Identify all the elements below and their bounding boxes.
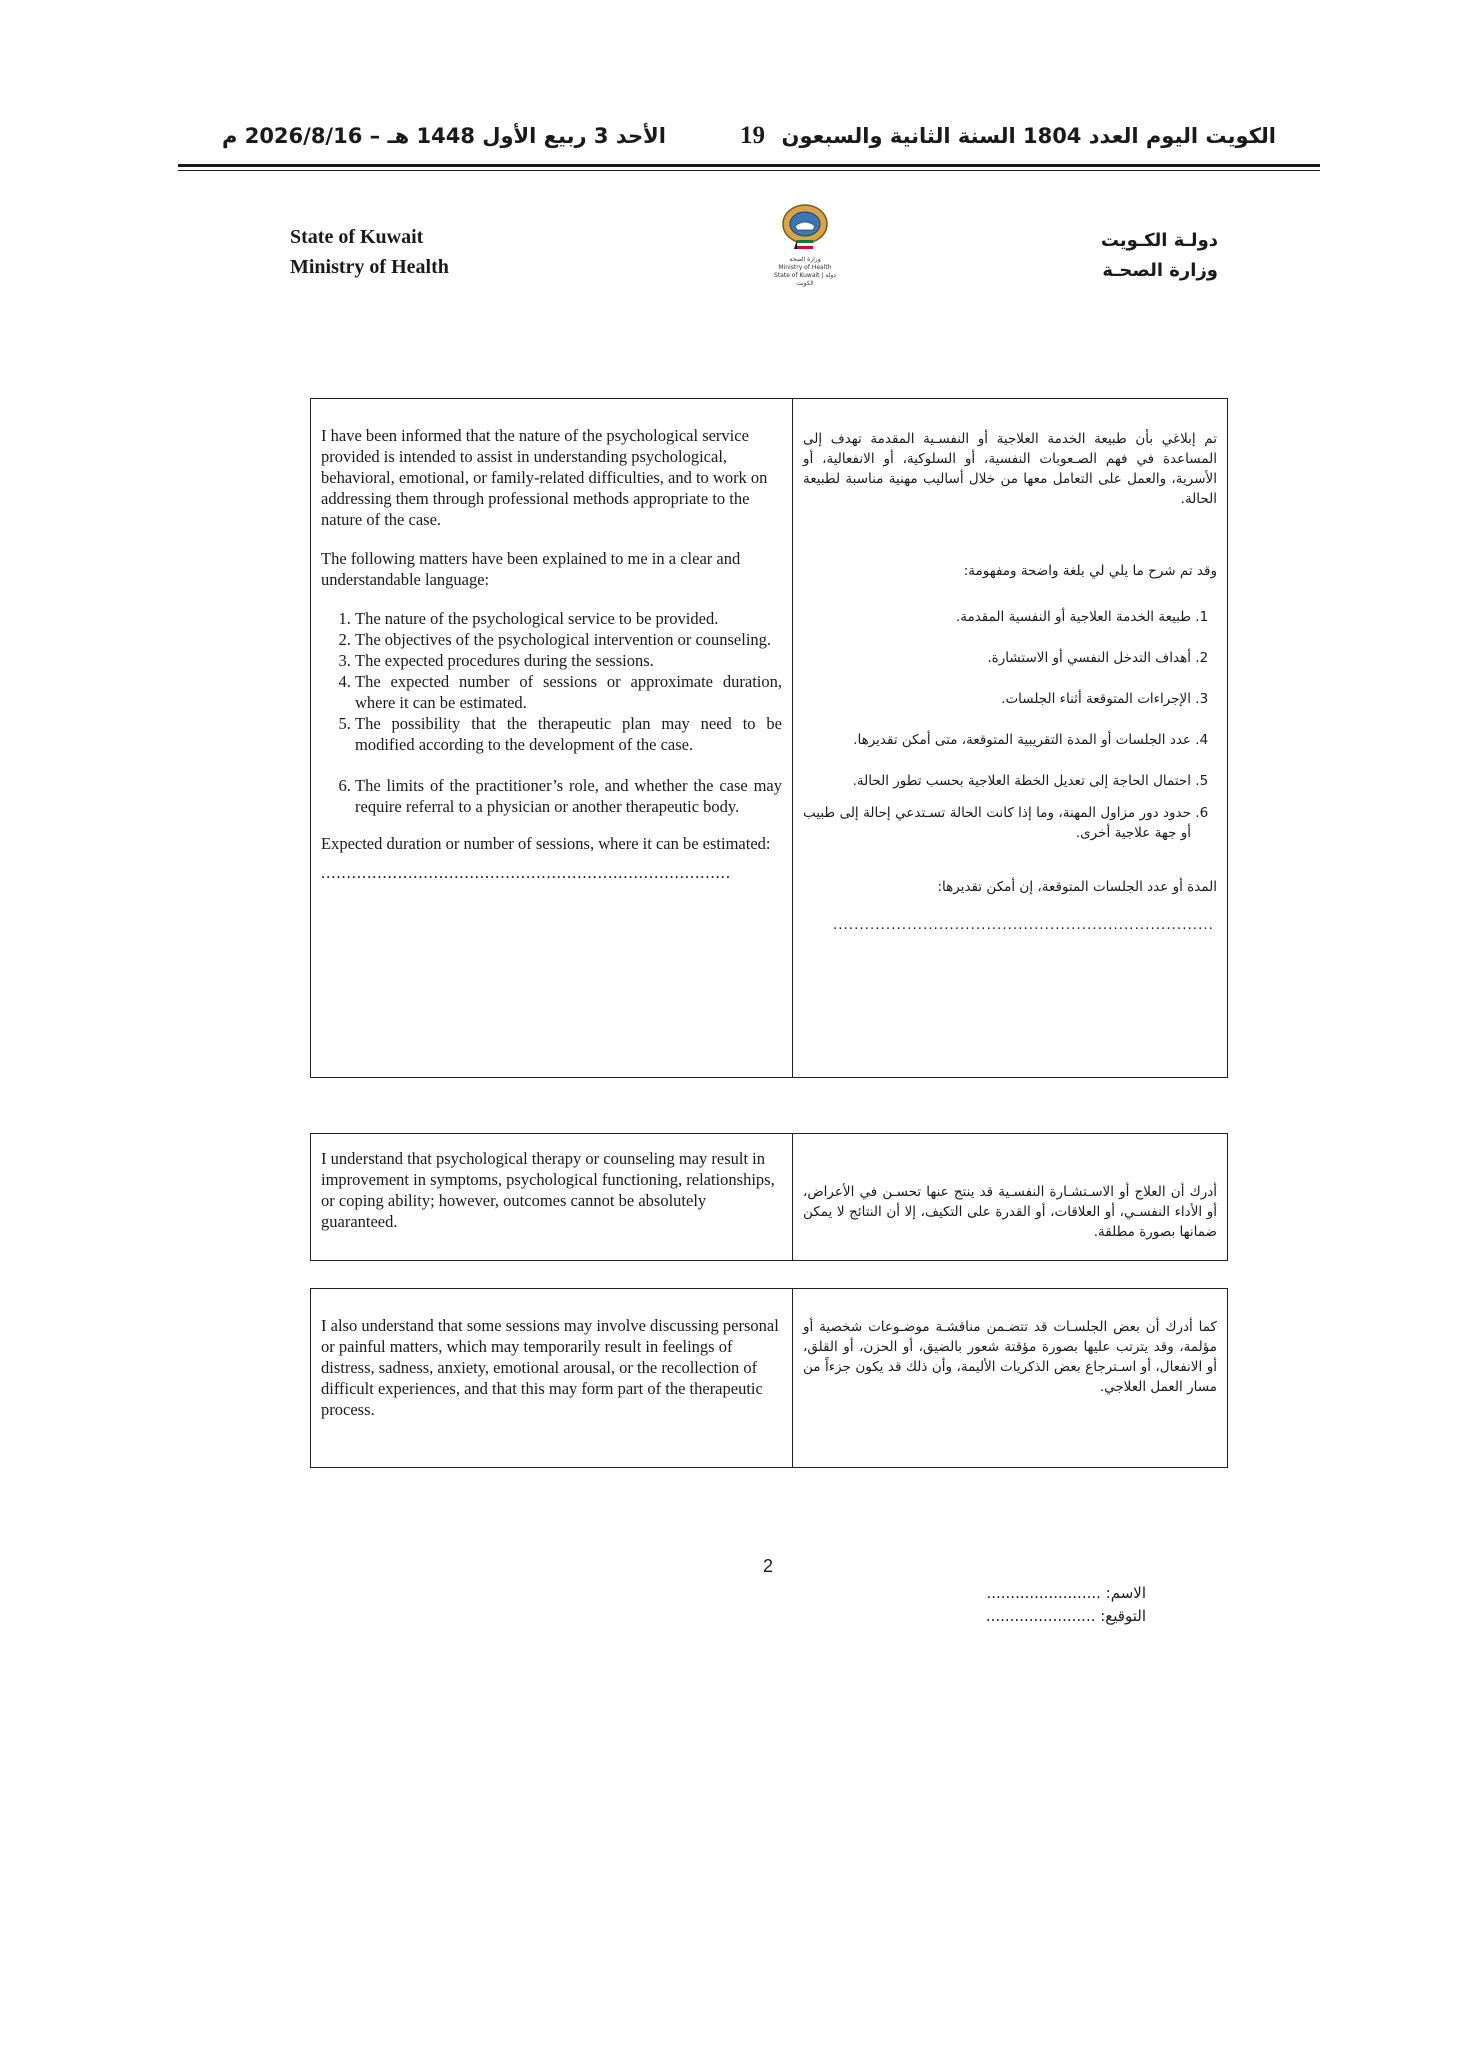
explained-text-ar: وقد تم شرح ما يلي لي بلغة واضحة ومفهومة:: [963, 563, 1217, 579]
duration-label-ar: المدة أو عدد الجلسات المتوقعة، إن أمكن تقديرها:: [937, 879, 1217, 895]
matters-list-en: [321, 608, 782, 817]
list-item: 4. عدد الجلسات أو المدة التقريبية المتوقعة، متى أمكن تقديرها.: [803, 730, 1191, 750]
letterhead-arabic: [1101, 226, 1218, 286]
emblem-caption-state: State of Kuwait | دولة الكويت: [774, 272, 836, 287]
page-number: 2: [763, 1556, 774, 1576]
consent-box-service-nature: [310, 398, 1228, 1078]
emblem-icon: [777, 200, 833, 256]
ministry-name-en: Ministry of Health: [290, 256, 449, 278]
intro-text-ar: تم إبلاغي بأن طبيعة الخدمة العلاجية أو النفسـية المقدمة تهدف إلى المساعدة في فهم الصـعوبات النفسية، أو السلوكية، أو الانفعالية، أو الأسرية، والعمل على التعامل معها من خلال أساليب مهنية مناسبة لطبيعة الحالة.: [803, 431, 1217, 507]
gazette-page-number: 19: [740, 122, 765, 149]
explained-text-en: The following matters have been explained to me in a clear and understandable language:: [321, 549, 741, 589]
emblem-caption-en: Ministry of Health: [778, 264, 832, 271]
state-name-en: State of Kuwait: [290, 226, 424, 248]
duration-label-en: Expected duration or number of sessions, where it can be estimated:: [321, 834, 771, 853]
signature-field[interactable]: التوقيع: .......................: [985, 1607, 1146, 1625]
signature-block: [986, 1582, 1146, 1628]
list-item: 3. الإجراءات المتوقعة أثناء الجلسات.: [803, 689, 1191, 709]
letterhead-english: [290, 222, 449, 282]
list-item: 3. The expected procedures during the sessions.: [355, 650, 782, 671]
emblem-caption-ar: وزارة الصحة: [789, 256, 821, 263]
header-rule: [178, 164, 1320, 167]
list-item: 5. احتمال الحاجة إلى تعديل الخطة العلاجية بحسب تطور الحالة.: [803, 771, 1191, 791]
list-item: 4. The expected number of sessions or approximate duration, where it can be estimated.: [355, 671, 782, 713]
list-item: 6. The limits of the practitioner’s role, and whether the case may require referral to a physician or another therapeutic body.: [355, 775, 782, 817]
name-field[interactable]: الاسم: ........................: [986, 1584, 1146, 1602]
list-item: 1. The nature of the psychological service to be provided.: [355, 608, 782, 629]
list-item: 2. The objectives of the psychological intervention or counseling.: [355, 629, 782, 650]
painful-matters-text-en: I also understand that some sessions may involve discussing personal or painful matters, which may temporarily result in feelings of distress, sadness, anxiety, emotional arousal, or the recollection of difficult experiences, and that this may form part of the therapeutic process.: [311, 1289, 793, 1467]
consent-box-outcomes: [310, 1133, 1228, 1261]
duration-blank-ar[interactable]: ........................................................................: [833, 917, 1214, 933]
gazette-issue: الكويت اليوم العدد 1804 السنة الثانية والسبعون: [781, 124, 1276, 148]
matters-list-ar: [803, 607, 1217, 843]
state-name-ar: دولـة الكـويت: [1100, 230, 1218, 251]
consent-box-painful-matters: [310, 1288, 1228, 1468]
outcomes-text-ar: أدرك أن العلاج أو الاسـتشـارة النفسـية قد ينتج عنها تحسـن في الأعراض، أو الأداء النفسـي، أو العلاقات، أو القدرة على التكيف، إلا أن النتائج لا يمكن ضمانها بصورة مطلقة.: [803, 1184, 1217, 1240]
duration-blank-en[interactable]: ................................................................................: [321, 863, 731, 882]
kuwait-emblem: [770, 200, 840, 288]
list-item: 5. The possibility that the therapeutic plan may need to be modified according to the development of the case.: [355, 713, 782, 755]
arabic-column: [793, 399, 1227, 1077]
list-item: 1. طبيعة الخدمة العلاجية أو النفسية المقدمة.: [803, 607, 1191, 627]
painful-matters-text-ar: كما أدرك أن بعض الجلسـات قد تتضـمن مناقشـة موضـوعات شخصية أو مؤلمة، وقد يترتب عليها بصورة مؤقتة شعور بالضيق، أو الحزن، أو القلق، أو الانفعال، أو اسـترجاع بعض الذكريات الأليمة، وأن ذلك قد يكون جزءاً من مسار العمل العلاجي.: [803, 1319, 1217, 1395]
ministry-name-ar: وزارة الصحـة: [1102, 260, 1218, 281]
gazette-date: الأحد 3 ربيع الأول 1448 هـ – 2026/8/16 م: [222, 124, 666, 148]
intro-text-en: I have been informed that the nature of the psychological service provided is intended to assist in understanding psychological, behavioral, emotional, or family-related difficulties, and to work on addressing them through professional methods appropriate to the nature of the case.: [321, 426, 768, 529]
list-item: 2. أهداف التدخل النفسي أو الاستشارة.: [803, 648, 1191, 668]
english-column: [311, 399, 793, 1077]
list-item: 6. حدود دور مزاول المهنة، وما إذا كانت الحالة تسـتدعي إحالة إلى طبيب أو جهة علاجية أخرى.: [803, 803, 1191, 843]
outcomes-text-en: I understand that psychological therapy or counseling may result in improvement in symptoms, psychological functioning, relationships, or coping ability; however, outcomes cannot be absolutely guaranteed.: [311, 1134, 793, 1260]
header-rule-thin: [178, 170, 1320, 171]
